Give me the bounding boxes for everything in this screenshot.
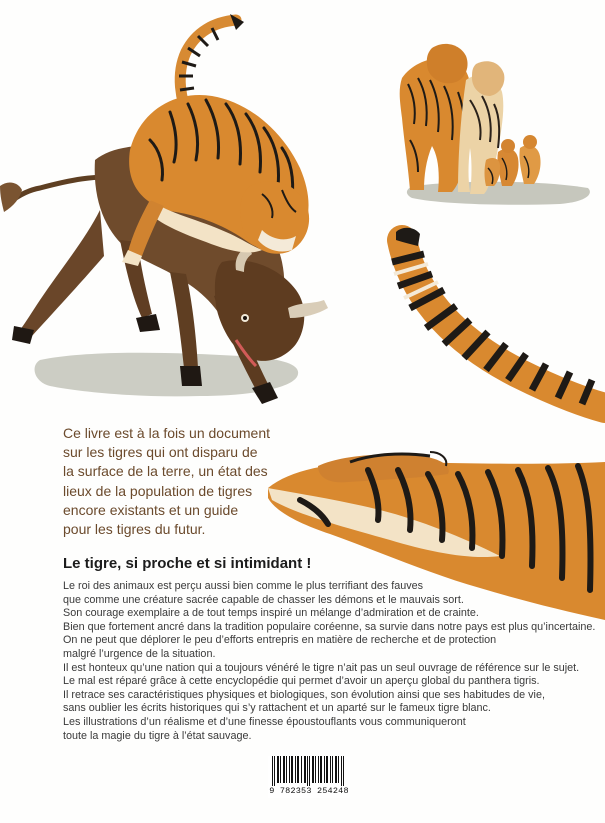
body-line: On ne peut que déplorer le peu d’efforts entrepris en matière de recherche et de protection bbox=[63, 634, 497, 647]
intro-paragraph bbox=[63, 424, 333, 539]
body-line: Il est honteux qu’une nation qui a toujours vénéré le tigre n’ait pas un seul ouvrage de référence sur le sujet. bbox=[63, 661, 580, 674]
tiger-attacking-bull-illustration bbox=[0, 14, 328, 404]
intro-line: la surface de la terre, un état des bbox=[63, 463, 268, 480]
barcode-bars bbox=[268, 756, 350, 786]
body-line: Le roi des animaux est perçu aussi bien comme le plus terrifiant des fauves bbox=[63, 580, 424, 592]
body-line: Il retrace ses caractéristiques physiques et biologiques, son évolution ainsi que ses habitudes de vie, bbox=[63, 688, 545, 701]
section-heading: Le tigre, si proche et si intimidant ! bbox=[63, 555, 312, 572]
body-paragraph bbox=[63, 580, 603, 743]
intro-line: encore existants et un guide bbox=[63, 501, 239, 518]
body-line: Les illustrations d’un réalisme et d’une finesse époustouflants vous communiqueront bbox=[63, 715, 466, 728]
body-line: sans oublier les écrits historiques qui s’y rattachent et un aparté sur le fameux tigre blanc. bbox=[63, 702, 491, 715]
body-line: Le mal est réparé grâce à cette encyclopédie qui permet d’avoir un aperçu global du panthera tigris. bbox=[63, 675, 540, 688]
intro-line: lieux de la population de tigres bbox=[63, 482, 253, 499]
body-line: Son courage exemplaire a de tout temps inspiré un mélange d’admiration et de crainte. bbox=[63, 607, 479, 620]
barcode-number: 9 782353 254248 bbox=[269, 786, 349, 796]
tiger-family-illustration bbox=[400, 44, 590, 205]
intro-line: pour les tigres du futur. bbox=[63, 521, 206, 538]
body-line: que comme une créature sacrée capable de chasser les démons et le mauvais sort. bbox=[63, 593, 464, 606]
intro-line: sur les tigres qui ont disparu de bbox=[63, 444, 258, 461]
body-line: Bien que fortement ancré dans la tradition populaire coréenne, sa survie dans notre pays est plus qu’incertaine. bbox=[63, 620, 596, 633]
body-line: toute la magie du tigre à l’état sauvage. bbox=[63, 729, 252, 742]
intro-line: Ce livre est à la fois un document bbox=[63, 425, 270, 441]
body-line: malgré l’urgence de la situation. bbox=[63, 647, 216, 660]
